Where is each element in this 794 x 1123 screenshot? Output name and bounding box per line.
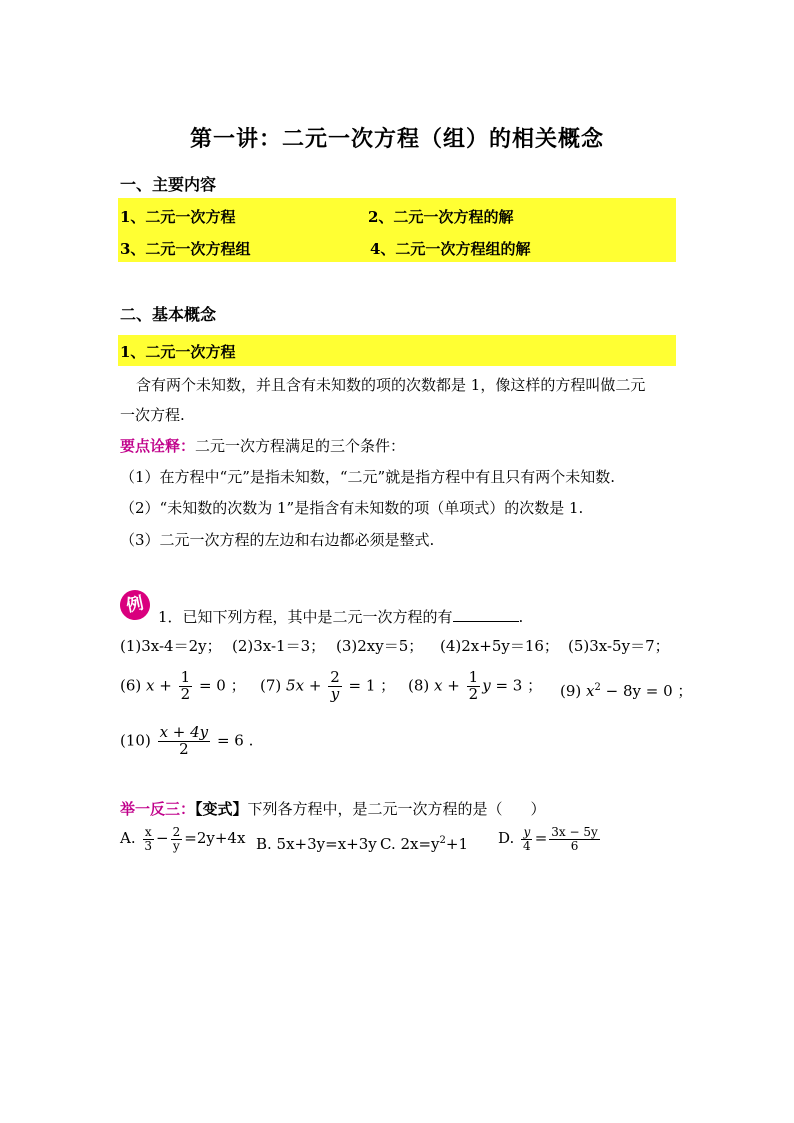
main-content-item-3: 3、二元一次方程组 (120, 240, 251, 258)
option-c-pre: C. 2x=y (380, 835, 440, 853)
condition-2: （2）“未知数的次数为 1”是指含有未知数的项（单项式）的次数是 1. (120, 499, 584, 517)
option-d-num-1: y (523, 825, 531, 839)
option-a-label: A. (120, 829, 136, 848)
example-question-text: 1．已知下列方程，其中是二元一次方程的有 (158, 608, 453, 626)
equation-7-denominator: y (330, 684, 340, 703)
equation-9 (560, 680, 692, 701)
condition-3: （3）二元一次方程的左边和右边都必须是整式. (120, 531, 435, 549)
option-a-minus: − (156, 829, 169, 848)
option-d-equals: = (534, 829, 548, 848)
equation-8-var: x (434, 676, 443, 695)
equation-10-label: (10) (120, 731, 151, 750)
equation-2: (2)3x-1＝3； (232, 637, 326, 655)
equation-9-var: x (586, 682, 595, 700)
equation-7-numerator: 2 (330, 668, 340, 686)
variant-tag: 【变式】 (195, 800, 248, 818)
equation-7-term: 5x (286, 676, 305, 695)
equation-8 (408, 670, 542, 703)
option-a-den-1: 3 (144, 838, 153, 853)
option-d-num-2: 3x − 5y (551, 825, 598, 839)
keypoint-label: 要点诠释： (120, 437, 196, 455)
option-c-exponent: 2 (439, 835, 446, 846)
variant-label: 举一反三： (120, 800, 196, 818)
equation-7 (260, 670, 395, 703)
option-d (498, 826, 602, 852)
equation-4: (4)2x+5y＝16； (440, 637, 559, 655)
option-d-label: D. (498, 829, 515, 848)
option-a (120, 826, 245, 852)
example-question-end: . (518, 608, 524, 626)
equation-6-label: (6) (120, 676, 142, 695)
option-b: B. 5x+3y=x+3y (256, 835, 377, 853)
equation-9-exponent: 2 (594, 682, 601, 693)
answer-blank (453, 607, 519, 622)
condition-1: （1）在方程中“元”是指未知数，“二元”就是指方程中有且只有两个未知数. (120, 468, 615, 486)
equation-8-label: (8) (408, 676, 430, 695)
equation-3: (3)2xy＝5； (336, 637, 424, 655)
definition-line-2: 一次方程. (120, 406, 185, 424)
equation-8-denominator: 2 (468, 684, 479, 703)
equation-1: (1)3x-4＝2y； (120, 637, 222, 655)
equation-8-tail: y (482, 676, 491, 695)
option-d-den-1: 4 (523, 838, 531, 853)
main-content-item-2: 2、二元一次方程的解 (368, 208, 514, 226)
page-title: 第一讲：二元一次方程（组）的相关概念 (189, 126, 604, 152)
equation-8-rhs: = 3 ； (495, 676, 543, 695)
equation-8-op: + (447, 676, 460, 695)
main-content-item-1: 1、二元一次方程 (120, 208, 236, 226)
option-c-post: +1 (445, 835, 469, 853)
equation-10 (120, 725, 253, 758)
equation-7-label: (7) (260, 676, 282, 695)
equation-6 (120, 670, 246, 703)
equation-6-op: + (159, 676, 172, 695)
keypoint-line (120, 435, 405, 456)
equation-10-rhs: = 6 . (216, 731, 254, 750)
option-a-num-1: x (144, 825, 152, 839)
equation-6-var: x (146, 676, 155, 695)
equation-9-label: (9) (560, 682, 582, 700)
main-content-item-4: 4、二元一次方程组的解 (370, 240, 531, 258)
equation-7-rhs: = 1 ； (348, 676, 396, 695)
option-c (380, 835, 468, 853)
variant-question (120, 798, 546, 819)
option-a-num-2: 2 (172, 825, 181, 839)
equation-9-rest: − 8y = 0 ； (605, 682, 693, 700)
example-question (158, 606, 523, 627)
keypoint-intro: 二元一次方程满足的三个条件： (195, 437, 406, 455)
section-main-content-heading: 一、主要内容 (120, 175, 217, 194)
example-badge-icon: 例 (117, 587, 153, 623)
equation-7-op: + (308, 676, 322, 695)
equation-8-numerator: 1 (468, 668, 479, 686)
variant-question-close: ） (530, 800, 546, 818)
variant-question-text: 下列各方程中，是二元一次方程的是（ (247, 800, 503, 818)
definition-line-1: 含有两个未知数，并且含有未知数的项的次数都是 1，像这样的方程叫做二元 (136, 376, 646, 394)
section-basic-concepts-heading: 二、基本概念 (120, 305, 217, 324)
equation-5: (5)3x-5y＝7； (568, 637, 670, 655)
option-a-den-2: y (173, 838, 180, 853)
concept-subheading: 1、二元一次方程 (120, 343, 236, 361)
equation-6-numerator: 1 (180, 668, 191, 686)
equation-6-denominator: 2 (180, 684, 191, 703)
option-a-rest: =2y+4x (184, 829, 246, 848)
equation-6-rhs: = 0 ； (198, 676, 246, 695)
equation-10-numerator: x + 4y (159, 723, 209, 741)
equation-10-denominator: 2 (179, 739, 189, 758)
option-d-den-2: 6 (570, 838, 579, 853)
